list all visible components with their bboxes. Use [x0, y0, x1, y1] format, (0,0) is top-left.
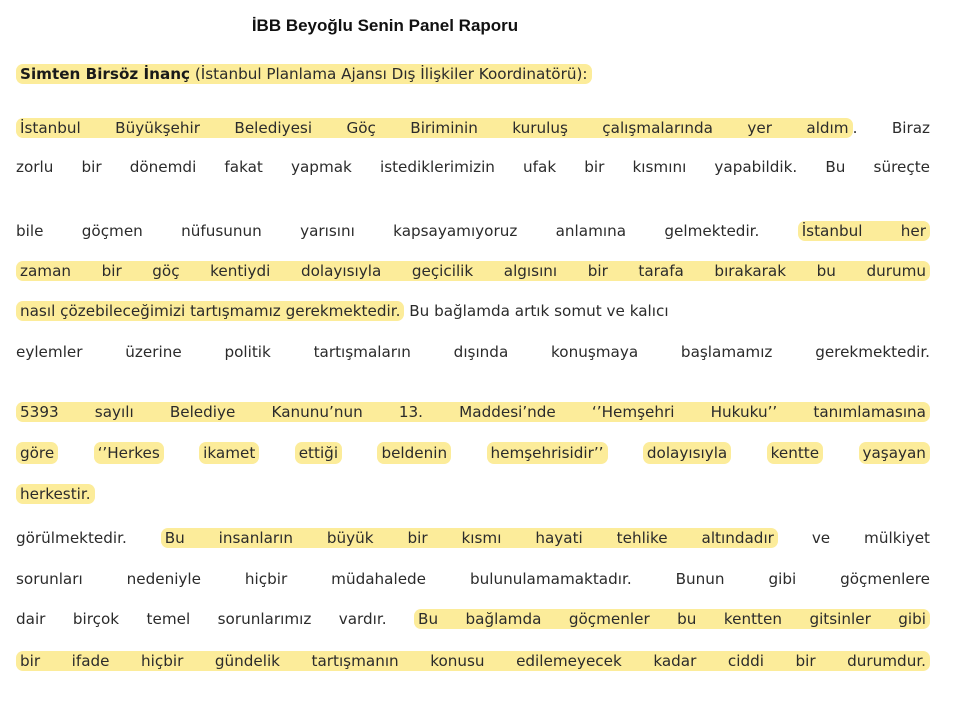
paragraph-line-7 — [16, 402, 930, 422]
text-10-plain: görülmektedir. — [16, 529, 127, 547]
paragraph-line-8 — [16, 442, 930, 464]
highlight-10: Bu insanların büyük bir kısmı hayati tehlike altındadır — [161, 528, 778, 548]
word-highlight: beldenin — [377, 442, 451, 464]
speaker-name: Simten Birsöz İnanç — [20, 65, 191, 83]
highlight-5: nasıl çözebileceğimizi tartışmamız gerekmektedir. — [16, 301, 404, 321]
text-1-rest: . Biraz — [852, 119, 930, 137]
highlight-3: İstanbul her — [798, 221, 930, 241]
paragraph-line-2: zorlu bir dönemdi fakat yapmak istediklerimizin ufak bir kısmını yapabildik. Bu süreçte — [16, 158, 930, 176]
highlight-13: bir ifade hiçbir gündelik tartışmanın konusu edilemeyecek kadar ciddi bir durumdur. — [16, 651, 930, 671]
text-5-rest: Bu bağlamda artık somut ve kalıcı — [404, 302, 669, 320]
paragraph-line-5 — [16, 301, 930, 321]
highlight-4: zaman bir göç kentiydi dolayısıyla geçicilik algısını bir tarafa bırakarak bu durumu — [16, 261, 930, 281]
paragraph-line-1 — [16, 118, 930, 138]
word-highlight: hemşehrisidir’’ — [487, 442, 608, 464]
speaker-role: (İstanbul Planlama Ajansı Dış İlişkiler Koordinatörü): — [190, 65, 588, 83]
highlight-9: herkestir. — [16, 484, 95, 504]
paragraph-line-11: sorunları nedeniyle hiçbir müdahalede bulunulamamaktadır. Bunun gibi göçmenlere — [16, 570, 930, 588]
paragraph-line-12 — [16, 609, 930, 629]
text-12-plain: dair birçok temel sorunlarımız vardır. — [16, 610, 387, 628]
word-highlight: yaşayan — [859, 442, 930, 464]
word-highlight: dolayısıyla — [643, 442, 731, 464]
text-3-plain: bile göçmen nüfusunun yarısını kapsayamıyoruz anlamına gelmektedir. — [16, 222, 760, 240]
speaker-highlight — [16, 64, 592, 84]
paragraph-line-4 — [16, 261, 930, 281]
paragraph-line-6: eylemler üzerine politik tartışmaların dışında konuşmaya başlamamız gerekmektedir. — [16, 343, 930, 361]
word-highlight: göre — [16, 442, 58, 464]
paragraph-line-13 — [16, 651, 930, 671]
word-highlight: kentte — [767, 442, 823, 464]
speaker-line — [16, 64, 930, 84]
paragraph-line-10 — [16, 528, 930, 548]
paragraph-line-9 — [16, 484, 930, 504]
word-highlight: ikamet — [199, 442, 259, 464]
text-10-rest: ve mülkiyet — [777, 529, 931, 547]
highlight-7: 5393 sayılı Belediye Kanunu’nun 13. Maddesi’nde ‘’Hemşehri Hukuku’’ tanımlamasına — [16, 402, 930, 422]
highlight-1: İstanbul Büyükşehir Belediyesi Göç Biriminin kuruluş çalışmalarında yer aldım — [16, 118, 853, 138]
word-highlight: ettiği — [295, 442, 342, 464]
report-title: İBB Beyoğlu Senin Panel Raporu — [251, 16, 519, 35]
word-highlight: ‘’Herkes — [94, 442, 164, 464]
paragraph-line-3 — [16, 221, 930, 241]
highlight-12: Bu bağlamda göçmenler bu kentten gitsinler gibi — [414, 609, 930, 629]
